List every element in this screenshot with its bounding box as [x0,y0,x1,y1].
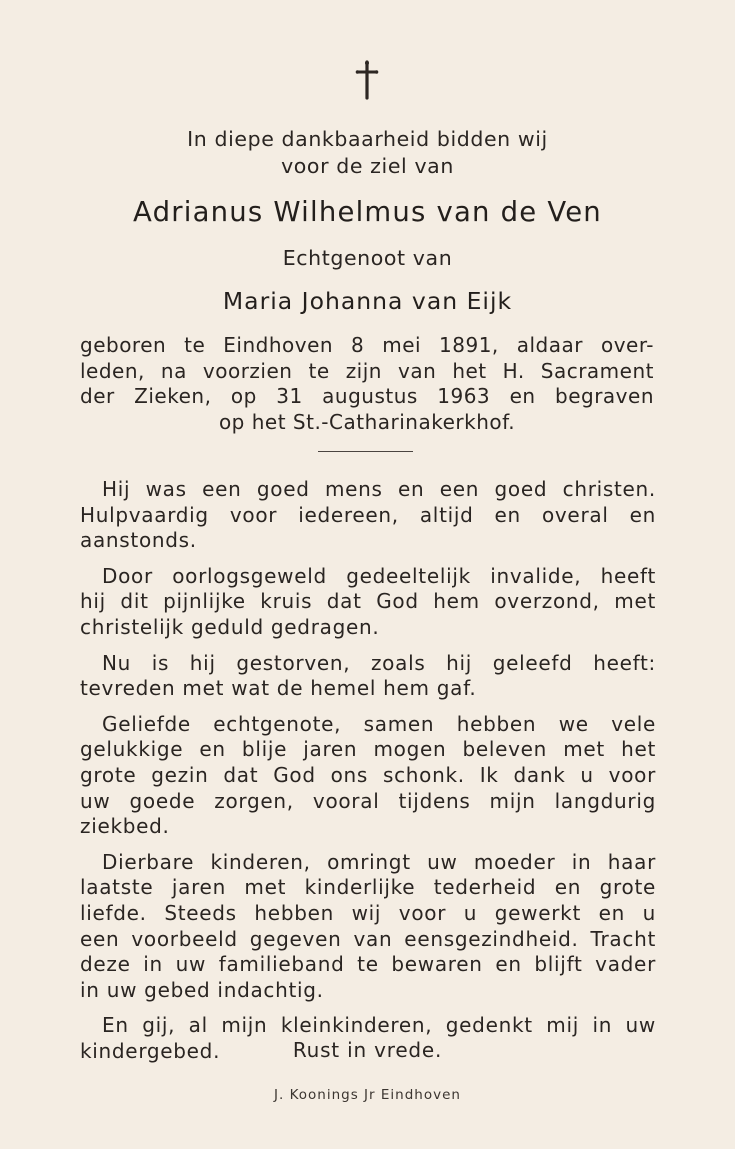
paragraph [80,712,656,840]
paragraph [80,477,656,554]
paragraph-line: En gij, al mijn kleinkinderen, gedenkt mij in uw [102,1013,656,1038]
message-body [80,477,656,1074]
birth-line: geboren te Eindhoven 8 mei 1891, aldaar over- [80,333,654,357]
paragraph-line: kindergebed. [80,1038,221,1063]
paragraph-line: een voorbeeld gegeven van eensgezindheid. Tracht [80,926,656,951]
paragraph-line: deze in uw familieband te bewaren en blijft vader [80,952,656,977]
paragraph-line: Geliefde echtgenote, samen hebben we vele [102,711,656,736]
paragraph-line: Nu is hij gestorven, zoals hij geleefd heeft: [102,650,656,675]
paragraph-line: uw goede zorgen, vooral tijdens mijn langdurig [80,788,656,813]
paragraph-line: gelukkige en blije jaren mogen beleven met het [80,737,656,762]
paragraph-line: laatste jaren met kinderlijke tederheid en grote [80,875,656,900]
birth-line: leden, na voorzien te zijn van het H. Sacrament [80,358,654,383]
cross-icon [352,60,382,100]
paragraph [80,651,656,702]
intro-text [0,126,735,180]
printer-imprint: J. Koonings Jr Eindhoven [274,1087,461,1103]
birth-line: der Zieken, op 31 augustus 1963 en begraven [80,384,654,408]
paragraph [80,564,656,641]
intro-line: In diepe dankbaarheid bidden wij [187,127,548,151]
paragraph-line: hij dit pijnlijke kruis dat God hem overzond, met [80,589,656,614]
paragraph-line: Hulpvaardig voor iedereen, altijd en overal en [80,502,656,527]
closing-text: Rust in vrede. [292,1038,443,1062]
paragraph-line: liefde. Steeds hebben wij voor u gewerkt en u [80,900,656,925]
spouse-label: Echtgenoot van [282,246,453,270]
deceased-name: Adrianus Wilhelmus van de Ven [133,196,602,228]
paragraph-line: in uw gebed indachtig. [80,977,324,1002]
spouse-name: Maria Johanna van Eijk [222,287,513,315]
paragraph-line: Door oorlogsgeweld gedeeltelijk invalide, heeft [102,563,656,588]
birth-death-text [80,333,654,435]
paragraph-line: Hij was een goed mens en een goed christen. [102,477,656,501]
birth-line: op het St.-Catharinakerkhof. [218,409,516,434]
paragraph-line: Dierbare kinderen, omringt uw moeder in haar [102,849,656,874]
paragraph-line: aanstonds. [80,528,197,553]
paragraph-line: tevreden met wat de hemel hem gaf. [80,676,477,701]
paragraph-line: ziekbed. [80,814,170,839]
paragraph [80,850,656,1004]
paragraph-line: christelijk geduld gedragen. [80,614,380,639]
paragraph-line: grote gezin dat God ons schonk. Ik dank u voor [80,762,656,787]
divider [318,451,413,452]
intro-line: voor de ziel van [281,154,454,178]
